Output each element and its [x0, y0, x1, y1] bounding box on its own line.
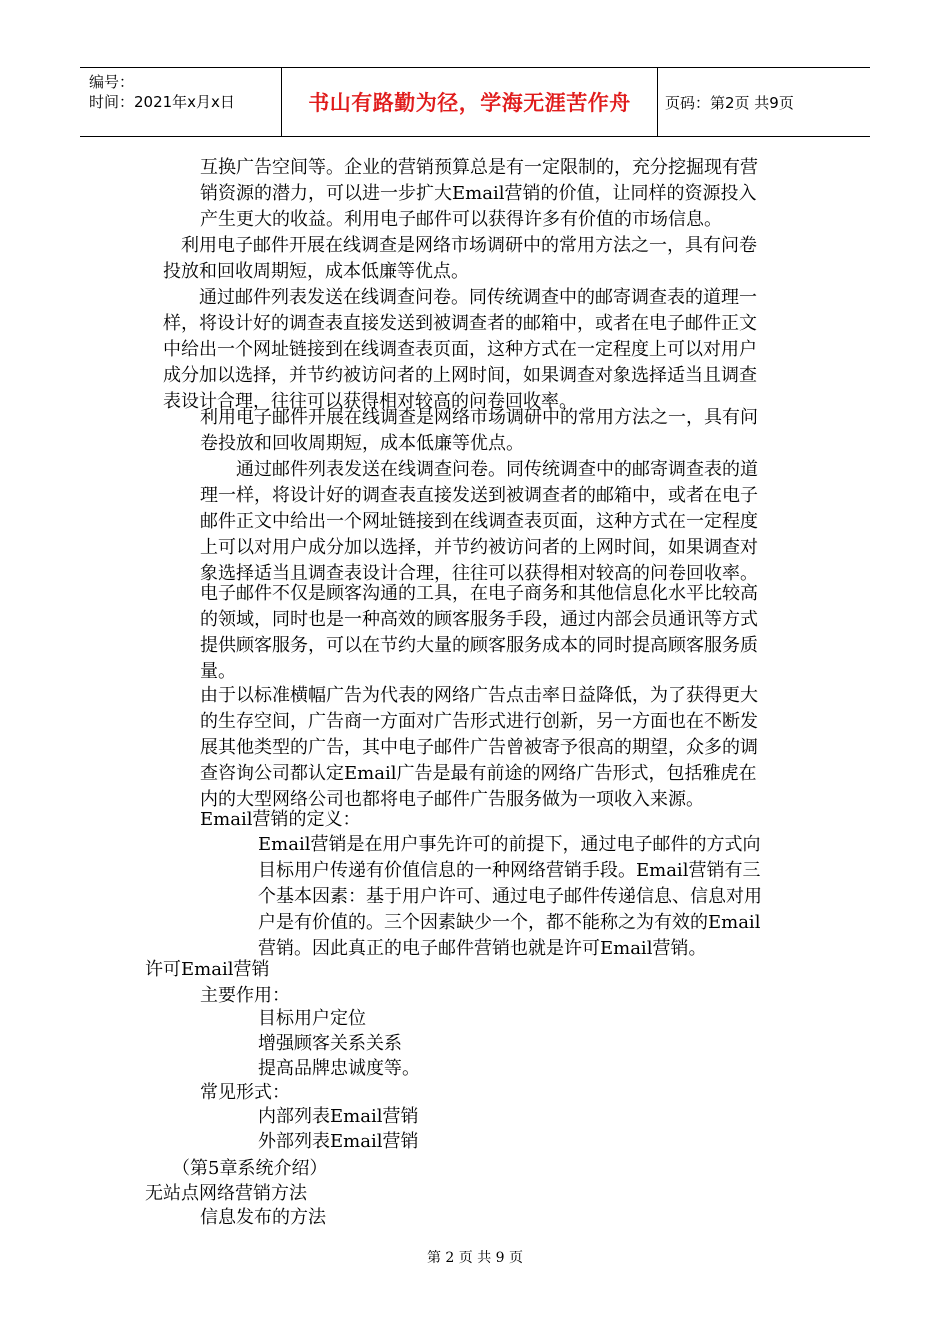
bullet-paragraph-1-cont-line: 邮件正文中给出一个网址链接到在线调查表页面，这种方式在一定程度 [200, 511, 758, 532]
paragraph-2 [163, 233, 823, 285]
bullet-paragraph-1 [200, 405, 820, 457]
header-motto-cell [282, 68, 658, 136]
sub-bullet-definition-line: 营销。因此真正的电子邮件营销也就是许可Email营销。 [258, 938, 707, 959]
bullet-paragraph-2-line: 电子邮件不仅是顾客沟通的工具，在电子商务和其他信息化水平比较高 [200, 583, 758, 604]
bullet-paragraph-3-line: 展其他类型的广告，其中电子邮件广告曾被寄予很高的期望，众多的调 [200, 737, 758, 758]
sub-bullet-item: 提高品牌忠诚度等。 [258, 1058, 420, 1079]
paragraph-3-line: 表设计合理，往往可以获得相对较高的问卷回收率。 [163, 391, 577, 412]
sub-bullet-definition-line: Email营销是在用户事先许可的前提下，通过电子邮件的方式向 [258, 834, 761, 855]
header-motto: 书山有路勤为径，学海无涯苦作舟 [308, 91, 631, 115]
paragraph-2-line: 投放和回收周期短，成本低廉等优点。 [163, 261, 469, 282]
bullet-paragraph-1-cont-line: 象选择适当且调查表设计合理，往往可以获得相对较高的问卷回收率。 [200, 563, 758, 584]
page-header [80, 67, 870, 137]
bullet-paragraph-1-cont-line: 通过邮件列表发送在线调查问卷。同传统调查中的邮寄调查表的道 [236, 459, 758, 480]
sub-bullet-definition-line: 户是有价值的。三个因素缺少一个，都不能称之为有效的Email [258, 912, 761, 933]
header-page-label: 页码：第2页 共9页 [665, 94, 794, 112]
sub-bullet-definition-line: 个基本因素：基于用户许可、通过电子邮件传递信息、信息对用 [258, 886, 762, 907]
header-meta-cell [80, 68, 282, 136]
bullet-paragraph-3-line: 的生存空间，广告商一方面对广告形式进行创新，另一方面也在不断发 [200, 711, 758, 732]
bullet-paragraph-3-line: 由于以标准横幅广告为代表的网络广告点击率日益降低，为了获得更大 [200, 685, 758, 706]
sub-bullet-definition [258, 832, 818, 962]
sub-bullet-definition-line: 目标用户传递有价值信息的一种网络营销手段。Email营销有三 [258, 860, 761, 881]
bullet-paragraph-3 [200, 683, 820, 813]
bullet-paragraph-3-line: 查咨询公司都认定Email广告是最有前途的网络广告形式，包括雅虎在 [200, 763, 757, 784]
paragraph-3 [163, 285, 823, 415]
document-date-label: 时间：2021年x月x日 [89, 93, 235, 111]
sub-bullet-item: 增强顾客关系关系 [258, 1033, 402, 1054]
sub-bullet-item: 外部列表Email营销 [258, 1131, 419, 1152]
paragraph-1-line: 互换广告空间等。企业的营销预算总是有一定限制的，充分挖掘现有营 [200, 157, 758, 178]
section-heading-siteless-marketing: 无站点网络营销方法 [145, 1183, 307, 1204]
paragraph-1 [200, 155, 820, 233]
bullet-paragraph-1-cont-line: 理一样，将设计好的调查表直接发送到被调查者的邮箱中，或者在电子 [200, 485, 758, 506]
bullet-item-definition: Email营销的定义： [200, 809, 361, 830]
bullet-item-common-forms: 常见形式： [200, 1082, 290, 1103]
paragraph-1-line: 产生更大的收益。利用电子邮件可以获得许多有价值的市场信息。 [200, 209, 722, 230]
bullet-paragraph-1-cont [200, 457, 820, 587]
paragraph-3-line: 通过邮件列表发送在线调查问卷。同传统调查中的邮寄调查表的道理一 [199, 287, 757, 308]
bullet-paragraph-2-line: 的领域，同时也是一种高效的顾客服务手段，通过内部会员通讯等方式 [200, 609, 758, 630]
chapter-note: （第5章系统介绍） [172, 1158, 328, 1179]
document-number-label: 编号： [89, 73, 135, 91]
bullet-paragraph-1-line: 卷投放和回收周期短，成本低廉等优点。 [200, 433, 524, 454]
paragraph-2-line: 利用电子邮件开展在线调查是网络市场调研中的常用方法之一，具有问卷 [181, 235, 757, 256]
bullet-paragraph-1-cont-line: 上可以对用户成分加以选择，并节约被访问者的上网时间，如果调查对 [200, 537, 758, 558]
bullet-paragraph-2-line: 量。 [200, 661, 236, 682]
paragraph-3-line: 样，将设计好的调查表直接发送到被调查者的邮箱中，或者在电子邮件正文 [163, 313, 757, 334]
paragraph-1-line: 销资源的潜力，可以进一步扩大Email营销的价值，让同样的资源投入 [200, 183, 757, 204]
bullet-paragraph-1-line: 利用电子邮件开展在线调查是网络市场调研中的常用方法之一，具有问 [200, 407, 758, 428]
sub-bullet-item: 内部列表Email营销 [258, 1106, 419, 1127]
bullet-paragraph-2-line: 提供顾客服务，可以在节约大量的顾客服务成本的同时提高顾客服务质 [200, 635, 758, 656]
paragraph-3-line: 成分加以选择，并节约被访问者的上网时间，如果调查对象选择适当且调查 [163, 365, 757, 386]
bullet-item-info-publishing: 信息发布的方法 [200, 1207, 326, 1228]
sub-bullet-item: 目标用户定位 [258, 1008, 366, 1029]
section-heading-permission-email: 许可Email营销 [145, 959, 270, 980]
bullet-paragraph-2 [200, 581, 820, 685]
bullet-paragraph-3-line: 内的大型网络公司也都将电子邮件广告服务做为一项收入来源。 [200, 789, 704, 810]
paragraph-3-line: 中给出一个网址链接到在线调查表页面，这种方式在一定程度上可以对用户 [163, 339, 757, 360]
bullet-item-main-functions: 主要作用： [200, 985, 290, 1006]
page-footer: 第 2 页 共 9 页 [426, 1250, 524, 1266]
